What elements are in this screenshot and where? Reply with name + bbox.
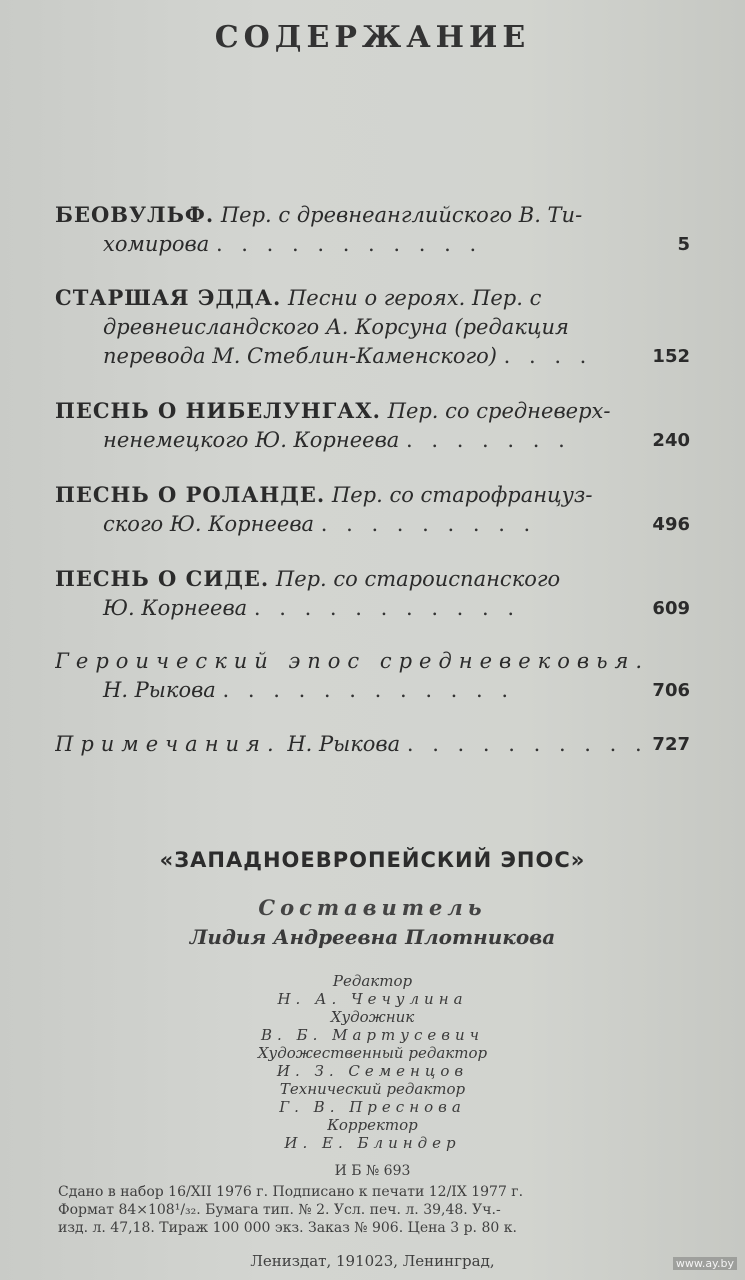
dot-leader: . . . . . . . xyxy=(406,428,571,452)
imprint-block xyxy=(58,1183,688,1237)
contents-heading: СОДЕРЖАНИЕ xyxy=(214,20,531,55)
toc-entry-beowulf xyxy=(55,200,690,259)
toc-entry-heroic-epic xyxy=(55,647,690,705)
toc-entry-text: Пер. с древнеанглийского В. Ти- xyxy=(220,203,583,227)
toc-entry-text: Ю. Корнеева xyxy=(103,596,248,620)
credit-role: Корректор xyxy=(327,1116,418,1134)
credits-block xyxy=(0,972,745,1152)
toc-entry-roland xyxy=(55,480,690,539)
credit-role: Технический редактор xyxy=(279,1080,466,1098)
imprint-line: Формат 84×108¹/₃₂. Бумага тип. № 2. Усл. печ. л. 39,48. Уч.- xyxy=(58,1202,501,1218)
toc-entry-text: Пер. со староиспанского xyxy=(275,567,561,591)
credit-name: Г. В. Преснова xyxy=(279,1098,466,1116)
toc-entry-nibelungs xyxy=(55,396,690,455)
toc-page-number: 706 xyxy=(652,680,690,701)
compiler-label: Составитель xyxy=(258,895,487,920)
credit-name: И. Е. Блиндер xyxy=(284,1134,461,1152)
toc-page-number: 609 xyxy=(652,598,690,619)
toc-entry-text: ненемецкого Ю. Корнеева xyxy=(103,428,400,452)
toc-entry-title: ПЕСНЬ О СИДЕ. xyxy=(55,566,270,591)
credit-name: Н. А. Чечулина xyxy=(277,990,468,1008)
toc-entry-text: Пер. со старофранцуз- xyxy=(331,483,593,507)
credit-role: Редактор xyxy=(332,972,413,990)
imprint-line: изд. л. 47,18. Тираж 100 000 экз. Заказ № 906. Цена 3 р. 80 к. xyxy=(58,1220,517,1236)
toc-entry-text: Н. Рыкова xyxy=(103,678,216,702)
toc-page-number: 5 xyxy=(677,234,690,255)
toc-entry-text: Песни о героях. Пер. с xyxy=(287,286,542,310)
dot-leader: . . . . . . . . . . xyxy=(406,732,648,756)
toc-entry-text: Пер. со средневерх- xyxy=(387,399,611,423)
dot-leader: . . . . . . . . . xyxy=(320,512,537,536)
toc-entry-text: древнеисландского А. Корсуна (редакция xyxy=(103,315,569,339)
toc-entry-title: БЕОВУЛЬФ. xyxy=(55,202,215,227)
watermark: www.ay.by xyxy=(673,1257,737,1270)
credit-name: И. З. Семенцов xyxy=(276,1062,469,1080)
toc-entry-text: Н. Рыкова xyxy=(287,732,401,756)
compiler-name: Лидия Андреевна Плотникова xyxy=(189,925,556,949)
toc-entry-title: Примечания. xyxy=(55,732,281,756)
toc-page-number: 496 xyxy=(652,514,690,535)
toc-entry-title: ПЕСНЬ О РОЛАНДЕ. xyxy=(55,482,326,507)
credit-role: Художник xyxy=(330,1008,415,1026)
dot-leader: . . . . . . . . . . . . xyxy=(222,678,515,702)
toc-page-number: 240 xyxy=(652,430,690,451)
dot-leader: . . . . . . . . . . . xyxy=(215,232,483,256)
toc-entry-text: ского Ю. Корнеева xyxy=(103,512,315,536)
dot-leader: . . . . . . . . . . . xyxy=(253,596,521,620)
toc-entry-text: перевода М. Стеблин-Каменского) xyxy=(103,344,497,368)
toc-entry-title: СТАРШАЯ ЭДДА. xyxy=(55,285,282,310)
toc-entry-cid xyxy=(55,564,690,623)
imprint-line: Сдано в набор 16/XII 1976 г. Подписано к печати 12/IX 1977 г. xyxy=(58,1184,524,1200)
toc-entry-title: ПЕСНЬ О НИБЕЛУНГАХ. xyxy=(55,398,381,423)
dot-leader: . . . . xyxy=(503,344,593,368)
credit-name: В. Б. Мартусевич xyxy=(261,1026,484,1044)
ib-number: И Б № 693 xyxy=(334,1163,411,1179)
toc-page-number: 727 xyxy=(652,734,690,755)
publisher-line: Лениздат, 191023, Ленинград, xyxy=(250,1252,495,1270)
toc-entry-elder-edda xyxy=(55,283,690,371)
toc-page-number: 152 xyxy=(652,346,690,367)
toc-entry-title: Героический эпос средневековья. xyxy=(55,649,650,673)
toc-entry-notes xyxy=(55,730,690,759)
credit-role: Художественный редактор xyxy=(257,1044,488,1062)
book-title: «ЗАПАДНОЕВРОПЕЙСКИЙ ЭПОС» xyxy=(159,848,586,872)
toc-entry-text: хомирова xyxy=(103,232,210,256)
